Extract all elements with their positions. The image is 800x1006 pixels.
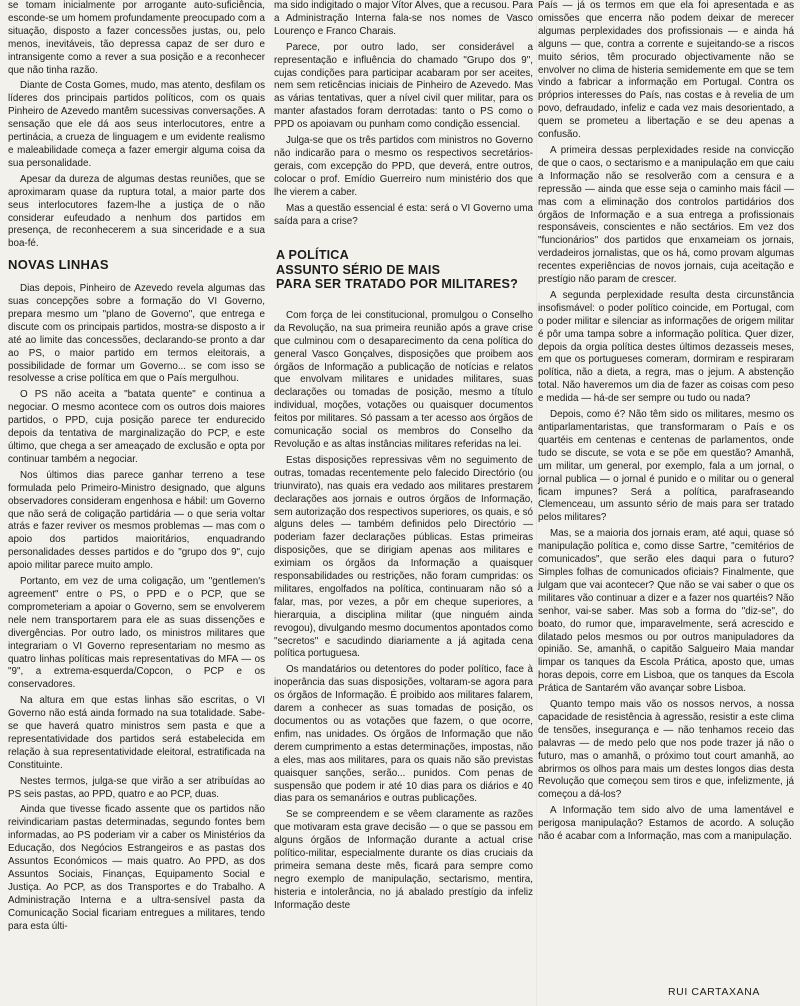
paragraph: Mas, se a maioria dos jornais eram, até aqui, quase só manipulação política e, como disse Sartre, "cemitérios de comunicados", que serão eles daqui para o futuro? Simples folhas de comunicados oficiais? Finalmente, que julgam que vai acontecer? Que não se vai saber o que os militares vão continuar a dizer e a fazer nos quartéis? Não senhor, vai-se saber. Mas sob a forma do "diz-se", do boato, do rumor que, imparavelmente, será acrescido e dilatado pelos mesmos ou por outros manipuladores da opinião. Se, amanhã, o capitão Salgueiro Maia mandar limpar os tanques da Escola Prática, aposto que, umas horas depois, corre em Lisboa, que os tanques da Escola Prática de Santarém vão avançar sobre Lisboa. bbox=[538, 528, 794, 695]
paragraph: Diante de Costa Gomes, mudo, mas atento, desfilam os líderes dos principais partidos políticos, com os quais Pinheiro de Azevedo mantêm sucessivas conversações. A sensação que ele dá aos seus interlocutores, entre a pertinácia, a crueza de linguagem e um evidente realismo e maleabilidade começa a fazer emergir alguma coisa da sua personalidade. bbox=[8, 80, 265, 169]
paragraph: Ainda que tivesse ficado assente que os partidos não reivindicariam pastas determinadas, segundo fontes bem informadas, ao PS poderiam vir a caber os Ministérios da Educação, dos Negócios Estrangeiros e as pastas dos Assuntos Económicos — mais quatro. Ao PPD, as dos Assuntos Sociais, Finanças, Equipamento Social e Justiça. Ao PCP, as dos Transportes e do Trabalho. A Administração Interna e a ultra-sensível pasta da Comunicação Social ficariam entregues a militares, tendo para esta últi- bbox=[8, 804, 265, 932]
paragraph: se tomam inicialmente por arrogante auto-suficiência, esconde-se um homem profundamente preocupado com a situação, disposto a fazer concessões justas, ou, pelo menos, inevitáveis, tão depressa capaz de ser duro e intransigente como a rever a sua posição e a reconhecer que não tinha razão. bbox=[8, 0, 265, 76]
paragraph: Parece, por outro lado, ser considerável a representação e influência do chamado "Grupo dos 9", cujas condições para participar acabaram por ser aceites, nem sem reticências iniciais de Pinheiro de Azevedo. Mas as várias tentativas, quer a nível civil quer militar, para os manter afastados foram derrotadas: tanto o PS como o PPD os apoiavam ou punham como condição essencial. bbox=[274, 41, 533, 131]
article-heading-line: ASSUNTO SÉRIO DE MAIS bbox=[276, 262, 441, 277]
paragraph: Na altura em que estas linhas são escritas, o VI Governo não está ainda formado na sua totalidade. Sabe-se que haverá quatro ministros sem pasta e que a representatividade dos partidos será estabelecida em relação à sua representatividade eleitoral, estratificada na Constituinte. bbox=[8, 695, 265, 771]
paragraph: Portanto, em vez de uma coligação, um "gentlemen's agreement" entre o PS, o PPD e o PCP, que se comprometeriam a apoiar o Governo, sem se envolverem nele nem transportarem para ele as suas dissenções e divergências. Por outro lado, os ministros militares que integrariam o VI Governo representariam no mesmo as quatro linhas políticas mais representativas do MFA — os "9", a extrema-esquerda/Copcon, o PCP e os conservadores. bbox=[8, 576, 265, 691]
section-heading: NOVAS LINHAS bbox=[8, 257, 109, 273]
paragraph: A Informação tem sido alvo de uma lamentável e perigosa manipulação? Estamos de acordo. A solução não é acabar com a Informação, mas com a manipulação. bbox=[538, 805, 794, 843]
paragraph: Apesar da dureza de algumas destas reuniões, que se aproximaram quase da ruptura total, a maior parte dos seus interlocutores fazem-lhe a justiça de o não considerar eufeudado a nenhum dos partidos em presença, de reconhecerem a sua sinceridade e a sua boa-fé. bbox=[8, 173, 265, 250]
column-1 bbox=[8, 0, 265, 937]
paragraph: Com força de lei constitucional, promulgou o Conselho da Revolução, na sua primeira reunião após a grave crise que culminou com o desaparecimento da cena política do general Vasco Gonçalves, disposições que proibem aos órgãos de Informação a publicação de notícias e relatos que envolvam militares e unidades militares, suas declarações ou tomadas de posição, mesmo a título individual, moções, votações ou quaisquer documentos feitos por militares. Só passam a ter acesso aos órgãos de comunicação social os membros do Conselho da Revolução e as altas instâncias militares referidas na lei. bbox=[274, 309, 533, 450]
paragraph: Os mandatários ou detentores do poder político, face à inoperância das suas disposições, voltaram-se agora para os órgãos de Informação. É proibido aos militares falarem, darem a conhecer as suas tomadas de posição, os documentos ou as votações que fazem, o que ocorre, enfim, nas unidades. Os órgãos de Informação que não derem cumprimento a estas determinações, impostas, não a eles, mas aos militares, para os quais não são previstas quaisquer sanções, serão... punidos. Com penas de suspensão que podem ir até 10 dias para os diários e 40 dias para os semanários e outras publicações. bbox=[274, 664, 533, 805]
paragraph: A segunda perplexidade resulta desta circunstância insofismável: o poder político coincide, em Portugal, com o poder militar e silenciar as informações de origem militar é pôr uma tampa sobre a informação política. Quer dizer, depois da orgia política destes últimos dezasseis meses, em que os portugueses comeram, dormiram e respiraram política, não a dieta, a regra, mas o jejum. A abstenção total. Não haveremos um dia de fazer as coisas com peso e medida — há-de ser sempre ou tudo ou nada? bbox=[538, 289, 794, 405]
paragraph: O PS não aceita a "batata quente" e continua a negociar. O mesmo acontece com os outros dois maiores partidos, o PPD, cuja posição parece ter endurecido depois da tentativa de marginalização do PCP, e este último, que chega a ser ameaçado de exclusão e opta por continuar também a negociar. bbox=[8, 389, 265, 465]
paragraph: Julga-se que os três partidos com ministros no Governo não indicarão para o mesmo os respectivos secretários-gerais, com excepção do PPD, que deverá, entre outros, colocar o prof. Emídio Guerreiro num ministério dos que lhe vierem a caber. bbox=[274, 135, 533, 198]
column-fold bbox=[536, 0, 537, 1006]
paragraph: Estas disposições repressivas vêm no seguimento de outras, tomadas recentemente pelo falecido Directório (ou triunvirato), nas quais era vedado aos militares prestarem declarações aos jornais e outros órgãos de Informação, sem autorização dos respectivos superiores, os quais, e só alguns deles — também definidos pelo Directório — poderiam fazer declarações públicas. Estas primeiras disposições, que se dirigiam apenas aos militares e eximiam os órgãos da Informação a quaisquer responsabilidades ou restrições, não foram cumpridas: os militares, engolfados na política, continuaram não só a falar, mas, por vezes, a pôr em cheque superiores, a hierarquia, a disciplina militar (que ninguém ainda revogou), divulgando mesmo documentos apontados como "secretos" e sacudindo diariamente a já agitada cena política portuguesa. bbox=[274, 454, 533, 660]
paragraph: Se se compreendem e se vêem claramente as razões que motivaram esta grave decisão — o que se passou em alguns órgãos de Informação durante a actual crise político-militar, especialmente durante os dias cruciais da primeira semana deste mês, ficará para sempre como negro exemplo de manipulação, sectarismo, mentira, histeria e intolerância, no já abalado prestígio da infeliz Informação deste bbox=[274, 809, 533, 911]
column-3 bbox=[538, 0, 794, 847]
paragraph: Quanto tempo mais vão os nossos nervos, a nossa capacidade de resistência à agressão, resistir a este clima de tensões, insegurança e — não tenhamos receio das palavras — de medo pelo que nos pode trazer já não o futuro, mas o amanhã, o próximo tout court amanhã, ao abrirmos os olhos para mais um destes longos dias desta Revolução que começou sem tiros e que, infelizmente, já começou a dá-los? bbox=[538, 699, 794, 801]
paragraph: Mas a questão essencial é esta: será o VI Governo uma saída para a crise? bbox=[274, 202, 533, 227]
paragraph: Dias depois, Pinheiro de Azevedo revela algumas das suas concepções sobre a formação do VI Governo, prepara mesmo um "plano de Governo", que entrega e discute com os principais partidos, mostra-se disposto a ir até ao limite das concessões, declarando-se pronto a dar ao PS, o maior partido em termos eleitorais, a possibilidade de formar um Governo... se com isso se resolvesse a crise política em que o País mergulhou. bbox=[8, 283, 265, 385]
paragraph: ma sido indigitado o major Vítor Alves, que a recusou. Para a Administração Interna fala-se nos nomes de Vasco Lourenço e Franco Charais. bbox=[274, 0, 533, 37]
article-heading-line: PARA SER TRATADO POR MILITARES? bbox=[276, 277, 518, 292]
column-2 bbox=[274, 0, 533, 916]
author-signature: RUI CARTAXANA bbox=[667, 986, 760, 998]
paragraph: Nos últimos dias parece ganhar terreno a tese formulada pelo Primeiro-Ministro designado, que alguns observadores consideram engenhosa e hábil: um Governo que não será de coligação partidária — o que seria voltar atrás e fazer reviver os mesmos problemas — mas com o apoio dos partidos maioritários, enquadrando personalidades desses partidos e do "grupo dos 9", cujo apoio militar parece muito amplo. bbox=[8, 469, 265, 572]
paragraph: País — já os termos em que ela foi apresentada e as omissões que encerra não podem deixar de merecer algumas perplexidades dos profissionais — e ainda há alguns — que, contra a corrente e sujeitando-se a riscos muito sérios, têm procurado objectivamente não se envolver no clima de histeria semidemente em que se tem vindo a fabricar a informação em Portugal. Contra os próprios interesses do País, nas costas e à revelia de um povo, defraudado, infeliz e cada vez mais desorientado, a quem se prometeu a libertação e se deu apenas a confusão. bbox=[538, 0, 794, 141]
article-heading-line: A POLÍTICA bbox=[276, 248, 349, 263]
paragraph: A primeira dessas perplexidades reside na convicção de que o caos, o sectarismo e a manipulação em que caiu a Informação não se resolverão com a censura e a repressão — ainda que esse seja o caminho mais fácil — mas com a eliminação dos controlos partidários dos órgãos de Informação e a sua entrega a profissionais responsáveis, conscientes e não sectários. Em vez dos "funcionários" dos partidos que enxameiam os jornais, verdadeiros jornalistas, que os há, como provam algumas recentes experiências de novos jornais, cuja aceitação e prestígio não param de crescer. bbox=[538, 144, 794, 286]
paragraph: Depois, como é? Não têm sido os militares, mesmo os antiparlamentaristas, que transformaram o País e os quartéis em centenas e centenas de parlamentos, onde tudo se discute, se vota e se põe em questão? Amanhã, um militar, um general, por exemplo, fala a um jornal, o jornal publica — o jornal é punido e o militar ou o general ficam impunes? Será a política, parafraseando Clemenceau, um assunto sério de mais para ser tratado pelos militares? bbox=[538, 409, 794, 524]
paragraph: Nestes termos, julga-se que virão a ser atribuídas ao PS seis pastas, ao PPD, quatro e ao PCP, duas. bbox=[8, 775, 265, 800]
article-heading bbox=[276, 248, 533, 292]
